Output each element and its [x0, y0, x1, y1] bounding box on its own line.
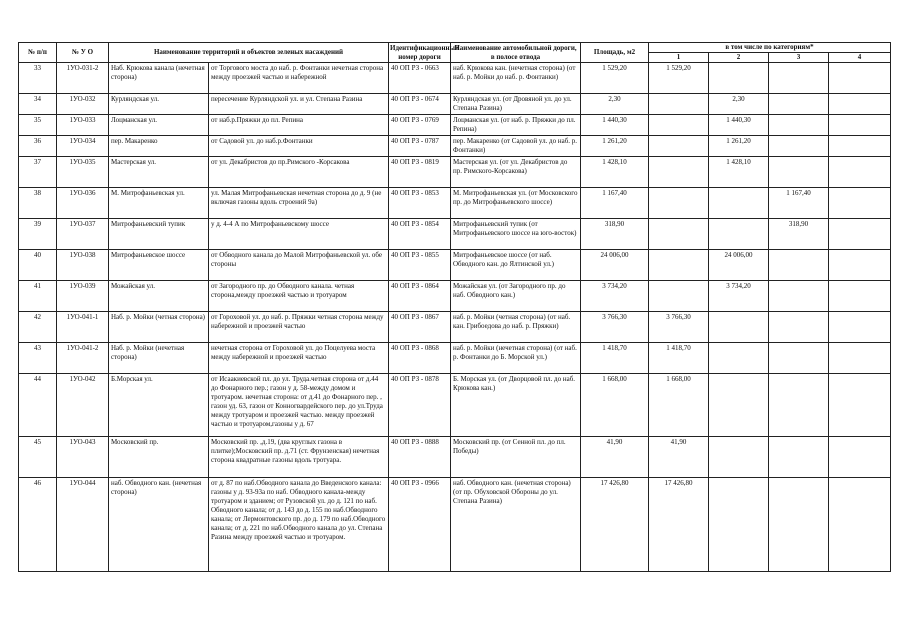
row-territory-name: Мастерская ул.: [109, 157, 209, 188]
row-area: 1 440,30: [581, 115, 649, 136]
row-uo-number: 1УО-032: [57, 94, 109, 115]
row-territory-name: М. Митрофаньевская ул.: [109, 188, 209, 219]
row-number: 42: [19, 312, 57, 343]
row-road-name: Можайская ул. (от Загородного пр. до наб. Обводного кан.): [451, 281, 581, 312]
row-area: 3 766,30: [581, 312, 649, 343]
row-number: 35: [19, 115, 57, 136]
row-area: 1 428,10: [581, 157, 649, 188]
row-category-2: [709, 219, 769, 250]
row-ident-number: 40 ОП РЗ - 0769: [389, 115, 451, 136]
table-row: [19, 343, 891, 374]
row-uo-number: 1УО-036: [57, 188, 109, 219]
row-number: 36: [19, 136, 57, 157]
row-category-4: [829, 281, 891, 312]
table-row: [19, 374, 891, 437]
row-uo-number: 1УО-044: [57, 478, 109, 572]
row-uo-number: 1УО-033: [57, 115, 109, 136]
table-row: [19, 312, 891, 343]
row-road-name: Митрофаньевский тупик (от Митрофаньевского шоссе на юго-восток): [451, 219, 581, 250]
row-territory-name: Курляндская ул.: [109, 94, 209, 115]
row-category-3: [769, 115, 829, 136]
row-road-name: Московский пр. (от Сенной пл. до пл. Победы): [451, 437, 581, 478]
row-territory-name: пер. Макаренко: [109, 136, 209, 157]
row-category-3: [769, 281, 829, 312]
row-area: 1 167,40: [581, 188, 649, 219]
row-area: 17 426,80: [581, 478, 649, 572]
row-category-2: 3 734,20: [709, 281, 769, 312]
green-spaces-table: [18, 42, 891, 572]
row-category-1: [649, 250, 709, 281]
row-category-4: [829, 219, 891, 250]
row-road-name: наб. р. Мойки (четная сторона) (от наб. кан. Грибоедова до наб. р. Пряжки): [451, 312, 581, 343]
row-description: от д. 87 по наб.Обводного канала до Введенского канала: газоны у д. 93-93а по наб. Обводного канала-между тротуаром и зданием; от Рузовской ул. до д. 121 по наб. Обводного канала; от д. 143 до д. 155 по наб.Обводного канала; от Лермонтовского пр. до д. 179 по наб.Обводного канала; от д. 221 по наб.Обводного канала до ул. Степана Разина между проезжей частью и тротуаром.: [209, 478, 389, 572]
header-cat-2: 2: [709, 53, 769, 63]
row-category-3: [769, 478, 829, 572]
row-ident-number: 40 ОП РЗ - 0878: [389, 374, 451, 437]
row-category-3: [769, 136, 829, 157]
row-number: 40: [19, 250, 57, 281]
table-row: [19, 63, 891, 94]
row-uo-number: 1УО-035: [57, 157, 109, 188]
row-category-1: 1 418,70: [649, 343, 709, 374]
table-row: [19, 478, 891, 572]
row-territory-name: наб. Обводного кан. (нечетная сторона): [109, 478, 209, 572]
row-category-1: [649, 157, 709, 188]
row-description: от Загородного пр. до Обводного канала. четная сторона,между проезжей частью и тротуаром: [209, 281, 389, 312]
row-number: 37: [19, 157, 57, 188]
row-category-1: 17 426,80: [649, 478, 709, 572]
row-ident-number: 40 ОП РЗ - 0854: [389, 219, 451, 250]
row-category-4: [829, 250, 891, 281]
row-description: от Торгового моста до наб. р. Фонтанки нечетная сторона между проезжей частью и набережной: [209, 63, 389, 94]
table-row: [19, 437, 891, 478]
row-area: 1 261,20: [581, 136, 649, 157]
row-territory-name: Московский пр.: [109, 437, 209, 478]
row-area: 1 529,20: [581, 63, 649, 94]
row-uo-number: 1УО-041-2: [57, 343, 109, 374]
row-category-2: 1 428,10: [709, 157, 769, 188]
row-ident-number: 40 ОП РЗ - 0787: [389, 136, 451, 157]
row-uo-number: 1УО-031-2: [57, 63, 109, 94]
row-uo-number: 1УО-037: [57, 219, 109, 250]
row-category-3: [769, 94, 829, 115]
row-road-name: Б. Морская ул. (от Дворцовой пл. до наб. Крюкова кан.): [451, 374, 581, 437]
row-description: Московский пр. ,д.19, (два круглых газона в плитке);Московский пр. д.71 (ст. Фрунзенская) нечетная сторона квадратные газоны вдоль тротуара.: [209, 437, 389, 478]
table-row: [19, 188, 891, 219]
row-ident-number: 40 ОП РЗ - 0674: [389, 94, 451, 115]
row-uo-number: 1УО-039: [57, 281, 109, 312]
row-description: у д. 4-4 А по Митрофаньевскому шоссе: [209, 219, 389, 250]
row-category-3: [769, 157, 829, 188]
row-area: 3 734,20: [581, 281, 649, 312]
row-category-3: 1 167,40: [769, 188, 829, 219]
row-category-2: [709, 188, 769, 219]
table-row: [19, 157, 891, 188]
row-category-2: [709, 437, 769, 478]
row-number: 39: [19, 219, 57, 250]
row-category-3: [769, 312, 829, 343]
header-area: Площадь, м2: [581, 43, 649, 63]
row-category-4: [829, 94, 891, 115]
row-category-2: 1 440,30: [709, 115, 769, 136]
row-category-1: [649, 94, 709, 115]
row-category-2: [709, 478, 769, 572]
table-row: [19, 250, 891, 281]
row-ident-number: 40 ОП РЗ - 0663: [389, 63, 451, 94]
row-ident-number: 40 ОП РЗ - 0853: [389, 188, 451, 219]
row-territory-name: Наб. р. Мойки (четная сторона): [109, 312, 209, 343]
row-category-4: [829, 437, 891, 478]
header-cat-1: 1: [649, 53, 709, 63]
row-category-3: [769, 437, 829, 478]
row-description: от ул. Декабристов до пр.Римского -Корсакова: [209, 157, 389, 188]
row-number: 43: [19, 343, 57, 374]
row-uo-number: 1УО-042: [57, 374, 109, 437]
row-uo-number: 1УО-043: [57, 437, 109, 478]
row-territory-name: Наб. Крюкова канала (нечетная сторона): [109, 63, 209, 94]
row-description: от наб.р.Пряжки до пл. Репина: [209, 115, 389, 136]
header-row: [19, 43, 891, 53]
row-category-4: [829, 478, 891, 572]
header-road: Наименование автомобильной дороги, в полосе отвода: [451, 43, 581, 63]
header-cat-3: 3: [769, 53, 829, 63]
row-ident-number: 40 ОП РЗ - 0888: [389, 437, 451, 478]
row-category-2: 24 006,00: [709, 250, 769, 281]
header-ident: Идентификационный номер дороги: [390, 43, 460, 61]
row-category-3: [769, 250, 829, 281]
row-category-4: [829, 188, 891, 219]
row-number: 46: [19, 478, 57, 572]
row-number: 45: [19, 437, 57, 478]
row-ident-number: 40 ОП РЗ - 0819: [389, 157, 451, 188]
row-category-4: [829, 312, 891, 343]
row-description: от Садовой ул. до наб.р.Фонтанки: [209, 136, 389, 157]
table-row: [19, 219, 891, 250]
row-ident-number: 40 ОП РЗ - 0855: [389, 250, 451, 281]
row-description: пересечение Курляндской ул. и ул. Степана Разина: [209, 94, 389, 115]
row-category-3: [769, 63, 829, 94]
row-area: 41,90: [581, 437, 649, 478]
header-num: № п/п: [19, 43, 57, 63]
row-road-name: Курляндская ул. (от Дровяной ул. до ул. Степана Разина): [451, 94, 581, 115]
row-number: 41: [19, 281, 57, 312]
row-description: нечетная сторона от Гороховой ул. до Поцелуева моста между набережной и проезжей частью: [209, 343, 389, 374]
row-area: 2,30: [581, 94, 649, 115]
row-territory-name: Лоцманская ул.: [109, 115, 209, 136]
table-row: [19, 94, 891, 115]
row-road-name: М. Митрофаньевская ул. (от Московского пр. до Митрофаньевского шоссе): [451, 188, 581, 219]
row-category-2: [709, 374, 769, 437]
row-category-1: [649, 136, 709, 157]
row-category-3: [769, 374, 829, 437]
row-uo-number: 1УО-034: [57, 136, 109, 157]
row-description: от Гороховой ул. до наб. р. Пряжки четная сторона между набережной и проезжей частью: [209, 312, 389, 343]
row-category-4: [829, 157, 891, 188]
row-category-3: [769, 343, 829, 374]
row-road-name: Мастерская ул. (от ул. Декабристов до пр. Римского-Корсакова): [451, 157, 581, 188]
row-category-2: 2,30: [709, 94, 769, 115]
row-category-1: 3 766,30: [649, 312, 709, 343]
row-road-name: наб. р. Мойки (нечетная сторона) (от наб. р. Фонтанки до Б. Морской ул.): [451, 343, 581, 374]
table-row: [19, 281, 891, 312]
row-category-2: [709, 312, 769, 343]
row-description: от Исаакиевской пл. до ул. Труда.четная сторона от д.44 до Фонарного пер.; газон у д. 58-между домом и тротуаром. нечетная сторона: от д.41 до Фонарного пер. , газон уд. 63, газон от Конногвардейского пер. до ул.Труда между тротуаром и проезжей частью. между проезжей частью и тротуаром,газоны у д. 67: [209, 374, 389, 437]
row-uo-number: 1УО-038: [57, 250, 109, 281]
row-category-1: [649, 115, 709, 136]
row-category-4: [829, 374, 891, 437]
row-ident-number: 40 ОП РЗ - 0868: [389, 343, 451, 374]
row-territory-name: Наб. р. Мойки (нечетная сторона): [109, 343, 209, 374]
row-category-2: [709, 343, 769, 374]
header-categories: в том числе по категориям*: [649, 43, 891, 53]
row-ident-number: 40 ОП РЗ - 0867: [389, 312, 451, 343]
row-number: 34: [19, 94, 57, 115]
row-number: 33: [19, 63, 57, 94]
header-cat-4: 4: [829, 53, 891, 63]
row-territory-name: Б.Морская ул.: [109, 374, 209, 437]
row-road-name: наб. Обводного кан. (нечетная сторона) (от пр. Обуховской Обороны до ул. Степана Разина): [451, 478, 581, 572]
row-road-name: пер. Макаренко (от Садовой ул. до наб. р. Фонтанки): [451, 136, 581, 157]
row-ident-number: 40 ОП РЗ - 0864: [389, 281, 451, 312]
row-category-1: 1 529,20: [649, 63, 709, 94]
row-category-4: [829, 115, 891, 136]
header-uo: № У О: [57, 43, 109, 63]
row-territory-name: Митрофаньевское шоссе: [109, 250, 209, 281]
row-category-1: [649, 188, 709, 219]
row-category-4: [829, 343, 891, 374]
row-category-2: [709, 63, 769, 94]
table-row: [19, 136, 891, 157]
row-category-2: 1 261,20: [709, 136, 769, 157]
row-category-1: 41,90: [649, 437, 709, 478]
row-road-name: наб. Крюкова кан. (нечетная сторона) (от наб. р. Мойки до наб. р. Фонтанки): [451, 63, 581, 94]
row-category-4: [829, 63, 891, 94]
row-number: 44: [19, 374, 57, 437]
row-description: от Обводного канала до Малой Митрофаньевской ул. обе стороны: [209, 250, 389, 281]
row-description: ул. Малая Митрофаньевская нечетная сторона до д. 9 (не включая газоны вдоль строений 9а): [209, 188, 389, 219]
row-number: 38: [19, 188, 57, 219]
row-territory-name: Можайская ул.: [109, 281, 209, 312]
row-category-1: 1 668,00: [649, 374, 709, 437]
row-area: 318,90: [581, 219, 649, 250]
row-uo-number: 1УО-041-1: [57, 312, 109, 343]
header-name: Наименование территорий и объектов зеленых насаждений: [109, 43, 389, 63]
row-category-1: [649, 281, 709, 312]
row-road-name: Митрофаньевское шоссе (от наб. Обводного кан. до Ялтинской ул.): [451, 250, 581, 281]
row-area: 1 418,70: [581, 343, 649, 374]
row-ident-number: 40 ОП РЗ - 0966: [389, 478, 451, 572]
row-category-1: [649, 219, 709, 250]
table-row: [19, 115, 891, 136]
row-territory-name: Митрофаньевский тупик: [109, 219, 209, 250]
row-road-name: Лоцманская ул. (от наб. р. Пряжки до пл. Репина): [451, 115, 581, 136]
row-area: 24 006,00: [581, 250, 649, 281]
row-category-4: [829, 136, 891, 157]
row-category-3: 318,90: [769, 219, 829, 250]
row-area: 1 668,00: [581, 374, 649, 437]
